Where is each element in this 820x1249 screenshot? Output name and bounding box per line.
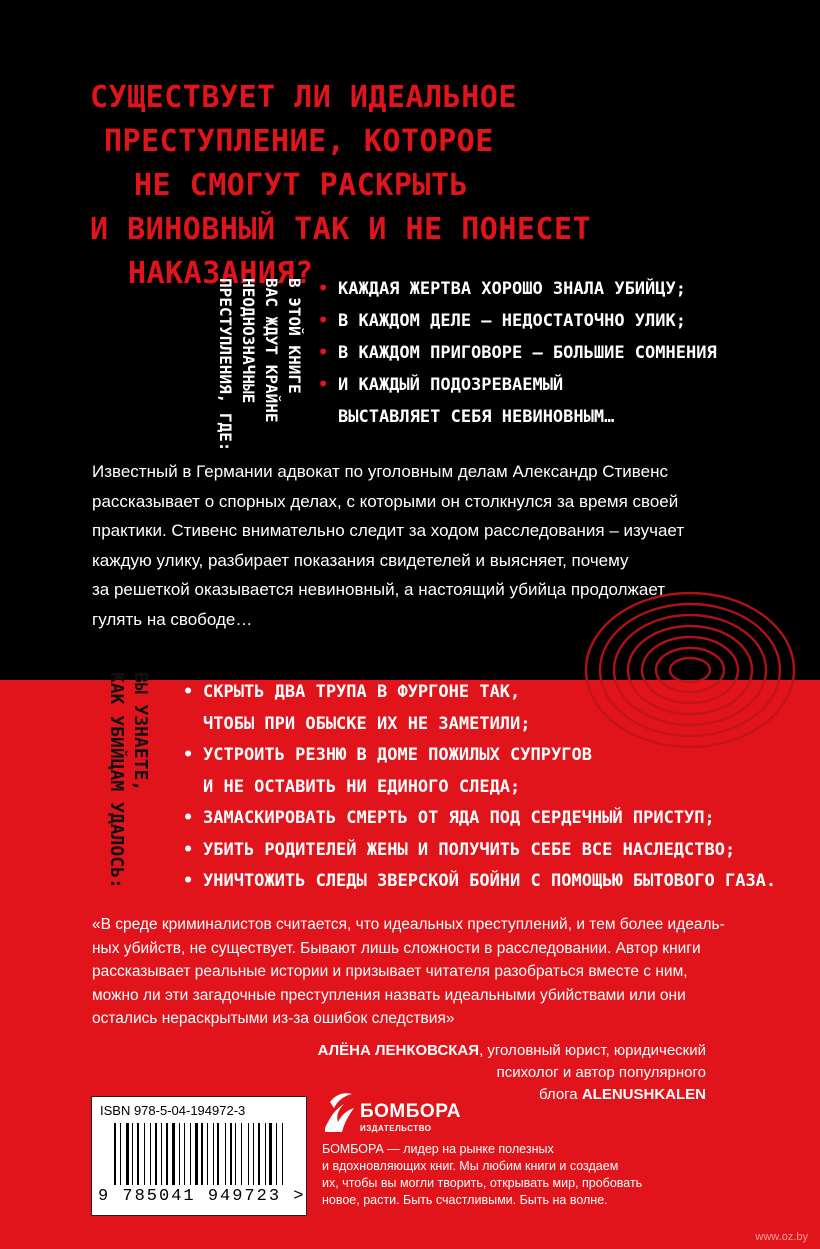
barcode-bar [238,1123,240,1185]
barcode-bar [207,1123,208,1185]
barcode-bar [122,1123,124,1185]
barcode-bar [217,1123,219,1185]
barcode-bar [166,1123,168,1185]
list-item: • ЗАМАСКИРОВАТЬ СМЕРТЬ ОТ ЯДА ПОД СЕРДЕЧНЫЙ ПРИСТУП; [183,808,715,828]
list-item: • В КАЖДОМ ПРИГОВОРЕ — БОЛЬШИЕ СОМНЕНИЯ [318,343,717,363]
barcode-bar [144,1123,145,1185]
publisher-description: БОМБОРА — лидер на рынке полезных и вдохновляющих книг. Мы любим книги и создаем их, чтобы вы могли творить, открывать мир, пробовать новое, расти. Быть счастливыми. Быть на волне. [322,1142,643,1207]
barcode-bar [120,1123,121,1185]
barcode-bar [253,1123,254,1185]
barcode-bar [256,1123,257,1185]
barcode-bar [118,1123,119,1185]
barcode-bar [135,1123,136,1185]
headline-line: ПРЕСТУПЛЕНИЕ, КОТОРОЕ [104,124,494,159]
vertical-intro-bottom: ВЫ УЗНАЕТЕ, КАК УБИЙЦАМ УДАЛОСЬ: [106,672,151,889]
list-item: • КАЖДАЯ ЖЕРТВА ХОРОШО ЗНАЛА УБИЙЦУ; [318,279,686,299]
author-blog: ALENUSHKALEN [581,1086,706,1103]
author-name: АЛЁНА ЛЕНКОВСКАЯ [317,1042,480,1059]
barcode-bar [269,1123,272,1185]
description: Известный в Германии адвокат по уголовным делам Александр Стивенс рассказывает о спорных делах, с которыми он столкнулся за время своей практики. Стивенс внимательно следит за ходом расследования – изучает каждую улику, разбирает показания свидетелей и выясняет, почему за решеткой оказывается невиновный, а настоящий убийца продолжает гулять на свободе… [92,462,685,629]
barcode-bar [267,1123,268,1185]
barcode-bar [190,1123,191,1185]
barcode-bar [187,1123,189,1185]
barcode-bar [213,1123,214,1185]
barcode-bar [225,1123,226,1185]
watermark: www.oz.by [755,1231,808,1243]
headline-line: СУЩЕСТВУЕТ ЛИ ИДЕАЛЬНОЕ [90,80,517,115]
barcode-bar [176,1123,177,1185]
barcode-bar [126,1123,129,1185]
barcode-bar [215,1123,216,1185]
barcode-bar [284,1123,286,1185]
list-item: • СКРЫТЬ ДВА ТРУПА В ФУРГОНЕ ТАК, [183,682,521,702]
headline-line: И ВИНОВНЫЙ ТАК И НЕ ПОНЕСЕТ [90,212,592,247]
barcode-bar [282,1123,283,1185]
barcode-bar [137,1123,139,1185]
barcode-bar [276,1123,277,1185]
list-item: • И КАЖДЫЙ ПОДОЗРЕВАЕМЫЙ [318,375,564,395]
publisher-logo [322,1088,461,1139]
list-item: • УБИТЬ РОДИТЕЛЕЙ ЖЕНЫ И ПОЛУЧИТЬ СЕБЕ ВСЕ НАСЛЕДСТВО; [183,839,736,860]
list-item: • УСТРОИТЬ РЕЗНЮ В ДОМЕ ПОЖИЛЫХ СУПРУГОВ [183,745,592,765]
barcode-bar [233,1123,234,1185]
barcode-bar [195,1123,198,1185]
list-item: • УНИЧТОЖИТЬ СЛЕДЫ ЗВЕРСКОЙ БОЙНИ С ПОМОЩЬЮ БЫТОВОГО ГАЗА. [183,871,777,891]
barcode-bar [179,1123,180,1185]
barcode-bar [250,1123,252,1185]
barcode-bar [130,1123,131,1185]
crime-list-top [318,273,717,433]
list-item: ЧТОБЫ ПРИ ОБЫСКЕ ИХ НЕ ЗАМЕТИЛИ; [203,713,531,734]
barcode-bar [230,1123,232,1185]
barcode-bar [114,1123,116,1185]
barcode-digits: 9 785041 949723 > [98,1187,306,1206]
barcode-bar [248,1123,249,1185]
quote-author: АЛЁНА ЛЕНКОВСКАЯ, уголовный юрист, юридический психолог и автор популярного блога ALENUSHKALEN [317,1042,706,1103]
barcode-bar [184,1123,185,1185]
barcode-bar [274,1123,275,1185]
barcode-bar [258,1123,260,1185]
headline-line: НАКАЗАНИЯ? [128,256,314,291]
barcode-bars [114,1123,287,1185]
headline-line: НЕ СМОГУТ РАСКРЫТЬ [134,168,469,203]
list-item: • В КАЖДОМ ДЕЛЕ — НЕДОСТАТОЧНО УЛИК; [318,311,686,331]
barcode-bar [201,1123,203,1185]
barcode-bar [192,1123,193,1185]
barcode-bar [181,1123,183,1185]
barcode-bar [243,1123,246,1185]
wave-icon [322,1088,356,1134]
barcode-bar [261,1123,263,1185]
barcode-bar [209,1123,211,1185]
barcode-bar [205,1123,206,1185]
review-quote: «В среде криминалистов считается, что идеальных преступлений, и тем более идеаль- ных убийств, не существует. Бывают лишь сложности в расследовании. Автор книги рассказывает реальные истории и призывает читателя разобраться вместе с ним, можно ли эти загадочные преступления назвать идеальными убийствами или они остались нераскрытыми из-за ошибок следствия» [92,916,725,1027]
crime-list-bottom [183,677,776,898]
barcode-bar [172,1123,175,1185]
barcode-bar [155,1123,157,1185]
barcode-bar [140,1123,142,1185]
barcode-bar [170,1123,171,1185]
barcode-bar [163,1123,165,1185]
barcode-bar [199,1123,200,1185]
isbn-label: ISBN 978-5-04-194972-3 [100,1103,246,1118]
barcode-bar [227,1123,228,1185]
publisher-name: БОМБОРА [360,1101,461,1122]
barcode-bar [278,1123,280,1185]
barcode-bar [235,1123,236,1185]
list-item: И НЕ ОСТАВИТЬ НИ ЕДИНОГО СЛЕДА; [203,776,521,797]
barcode-bar [161,1123,162,1185]
barcode-bar [241,1123,242,1185]
barcode-bar [146,1123,149,1185]
vertical-intro-top: В ЭТОЙ КНИГЕ ВАС ЖДУТ КРАЙНЕ НЕОДНОЗНАЧНЫЕ ПРЕСТУПЛЕНИЯ, ГДЕ: [216,278,304,452]
barcode-bar [158,1123,159,1185]
barcode [91,1096,307,1216]
list-item: ВЫСТАВЛЯЕТ СЕБЯ НЕВИНОВНЫМ… [338,407,615,427]
publisher-sub: ИЗДАТЕЛЬСТВО [360,1124,432,1133]
barcode-bar [132,1123,133,1185]
barcode-bar [265,1123,266,1185]
barcode-bar [153,1123,154,1185]
barcode-bar [150,1123,151,1185]
barcode-bar [221,1123,224,1185]
